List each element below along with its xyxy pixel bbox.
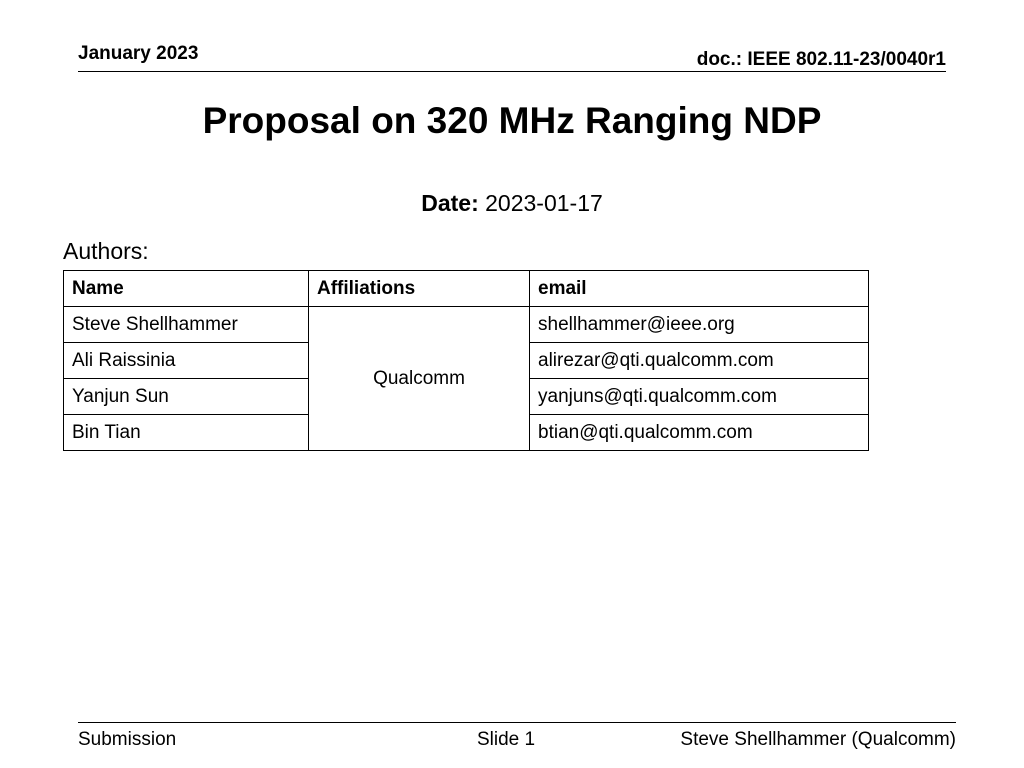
author-name: Ali Raissinia	[64, 343, 309, 379]
author-affiliation: Qualcomm	[309, 307, 530, 451]
author-email: yanjuns@qti.qualcomm.com	[530, 379, 869, 415]
header-date: January 2023	[78, 43, 199, 64]
author-email: alirezar@qti.qualcomm.com	[530, 343, 869, 379]
header-doc-id: doc.: IEEE 802.11-23/0040r1	[696, 49, 946, 70]
footer-divider	[78, 722, 956, 723]
author-email: shellhammer@ieee.org	[530, 307, 869, 343]
column-header-affiliations: Affiliations	[309, 271, 530, 307]
footer-author: Steve Shellhammer (Qualcomm)	[680, 729, 956, 750]
date-value: 2023-01-17	[485, 190, 603, 216]
author-name: Bin Tian	[64, 415, 309, 451]
authors-table	[63, 270, 869, 451]
authors-label: Authors:	[63, 238, 149, 264]
author-name: Yanjun Sun	[64, 379, 309, 415]
date-label: Date:	[421, 190, 479, 216]
column-header-name: Name	[64, 271, 309, 307]
author-name: Steve Shellhammer	[64, 307, 309, 343]
footer-slide-number: Slide 1	[477, 729, 536, 750]
date-line	[0, 190, 1024, 217]
table-row	[64, 307, 869, 343]
footer-submission: Submission	[78, 729, 177, 750]
header-divider	[78, 71, 946, 72]
slide-title: Proposal on 320 MHz Ranging NDP	[202, 100, 822, 141]
table-header-row	[64, 271, 869, 307]
author-email: btian@qti.qualcomm.com	[530, 415, 869, 451]
column-header-email: email	[530, 271, 869, 307]
